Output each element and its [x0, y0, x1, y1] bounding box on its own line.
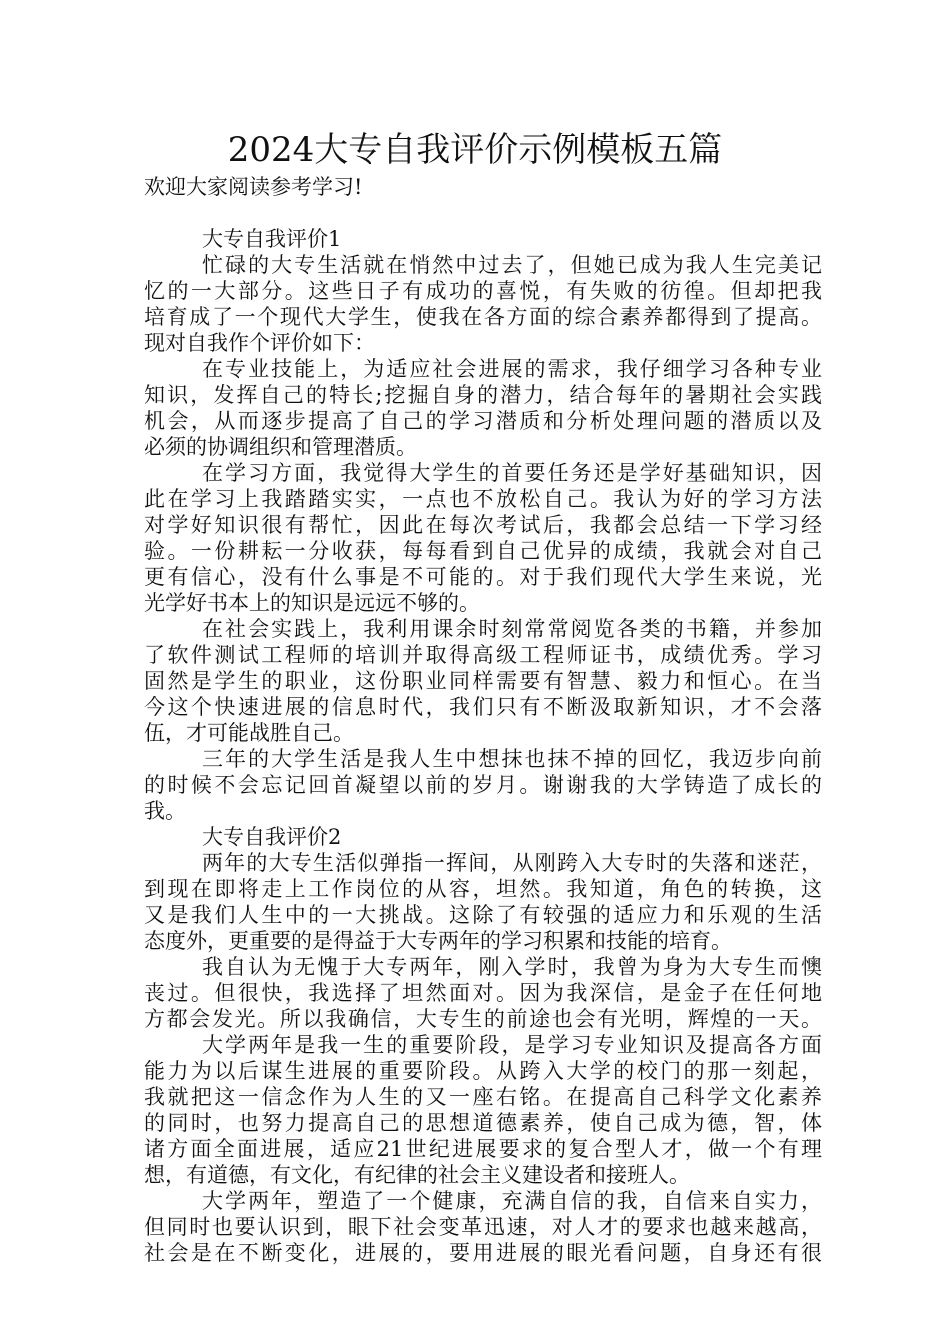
text-line: 验。一份耕耘一分收获，每每看到自己优异的成绩，我就会对自己	[144, 539, 822, 563]
paragraph-gap	[144, 200, 822, 226]
text-line: 两年的大专生活似弹指一挥间，从刚跨入大专时的失落和迷茫，	[202, 851, 822, 875]
text-line: 的同时，也努力提高自己的思想道德素养，使自己成为德，智，体	[144, 1111, 822, 1135]
text-line: 又是我们人生中的一大挑战。这除了有较强的适应力和乐观的生活	[144, 903, 822, 927]
text-line: 三年的大学生活是我人生中想抹也抹不掉的回忆，我迈步向前	[202, 747, 822, 771]
text-line: 我自认为无愧于大专两年，刚入学时，我曾为身为大专生而懊	[202, 955, 822, 979]
document-body	[144, 174, 822, 1266]
text-line: 机会，从而逐步提高了自己的学习潜质和分析处理问题的潜质以及	[144, 409, 822, 433]
text-line: 此在学习上我踏踏实实，一点也不放松自己。我认为好的学习方法	[144, 487, 822, 511]
text-line: 忙碌的大专生活就在悄然中过去了，但她已成为我人生完美记	[202, 253, 822, 277]
intro-line: 欢迎大家阅读参考学习!	[144, 175, 363, 199]
text-line: 了软件测试工程师的培训并取得高级工程师证书，成绩优秀。学习	[144, 643, 822, 667]
text-line: 在学习方面，我觉得大学生的首要任务还是学好基础知识，因	[202, 461, 822, 485]
text-line: 想，有道德，有文化，有纪律的社会主义建设者和接班人。	[144, 1163, 690, 1187]
text-line: 固然是学生的职业，这份职业同样需要有智慧、毅力和恒心。在当	[144, 669, 822, 693]
document-title: 2024大专自我评价示例模板五篇	[227, 130, 723, 170]
text-line: 我就把这一信念作为人生的又一座右铭。在提高自己科学文化素养	[144, 1085, 822, 1109]
text-line: 大学两年是我一生的重要阶段，是学习专业知识及提高各方面	[202, 1033, 822, 1057]
text-line: 大专自我评价1	[202, 227, 342, 251]
text-line: 的时候不会忘记回首凝望以前的岁月。谢谢我的大学铸造了成长的	[144, 773, 822, 797]
text-line: 大学两年，塑造了一个健康，充满自信的我，自信来自实力，	[202, 1189, 822, 1213]
text-line: 必须的协调组织和管理潜质。	[144, 435, 417, 459]
text-line: 忆的一大部分。这些日子有成功的喜悦，有失败的彷徨。但却把我	[144, 279, 822, 303]
text-line: 丧过。但很快，我选择了坦然面对。因为我深信，是金子在任何地	[144, 981, 822, 1005]
text-line: 伍，才可能战胜自己。	[144, 721, 354, 745]
text-line: 更有信心，没有什么事是不可能的。对于我们现代大学生来说，光	[144, 565, 822, 589]
text-line: 对学好知识很有帮忙，因此在每次考试后，我都会总结一下学习经	[144, 513, 822, 537]
text-line: 在专业技能上，为适应社会进展的需求，我仔细学习各种专业	[202, 357, 822, 381]
text-line: 在社会实践上，我利用课余时刻常常阅览各类的书籍，并参加	[202, 617, 822, 641]
text-line: 今这个快速进展的信息时代，我们只有不断汲取新知识，才不会落	[144, 695, 822, 719]
text-line: 社会是在不断变化，进展的，要用进展的眼光看问题，自身还有很	[144, 1241, 822, 1265]
text-line: 培育成了一个现代大学生，使我在各方面的综合素养都得到了提高。	[144, 305, 822, 329]
text-line: 知识，发挥自己的特长;挖掘自身的潜力，结合每年的暑期社会实践	[144, 383, 822, 407]
text-line: 诸方面全面进展，适应21世纪进展要求的复合型人才，做一个有理	[144, 1137, 822, 1161]
text-line: 大专自我评价2	[202, 825, 342, 849]
text-line: 方都会发光。所以我确信，大专生的前途也会有光明，辉煌的一天。	[144, 1007, 822, 1031]
text-line: 到现在即将走上工作岗位的从容，坦然。我知道，角色的转换，这	[144, 877, 822, 901]
text-line: 能力为以后谋生进展的重要阶段。从跨入大学的校门的那一刻起，	[144, 1059, 822, 1083]
text-line: 现对自我作个评价如下：	[144, 331, 375, 355]
text-line: 态度外，更重要的是得益于大专两年的学习积累和技能的培育。	[144, 929, 732, 953]
text-line: 我。	[144, 799, 186, 823]
text-line: 光学好书本上的知识是远远不够的。	[144, 591, 480, 615]
text-line: 但同时也要认识到，眼下社会变革迅速，对人才的要求也越来越高，	[144, 1215, 822, 1239]
